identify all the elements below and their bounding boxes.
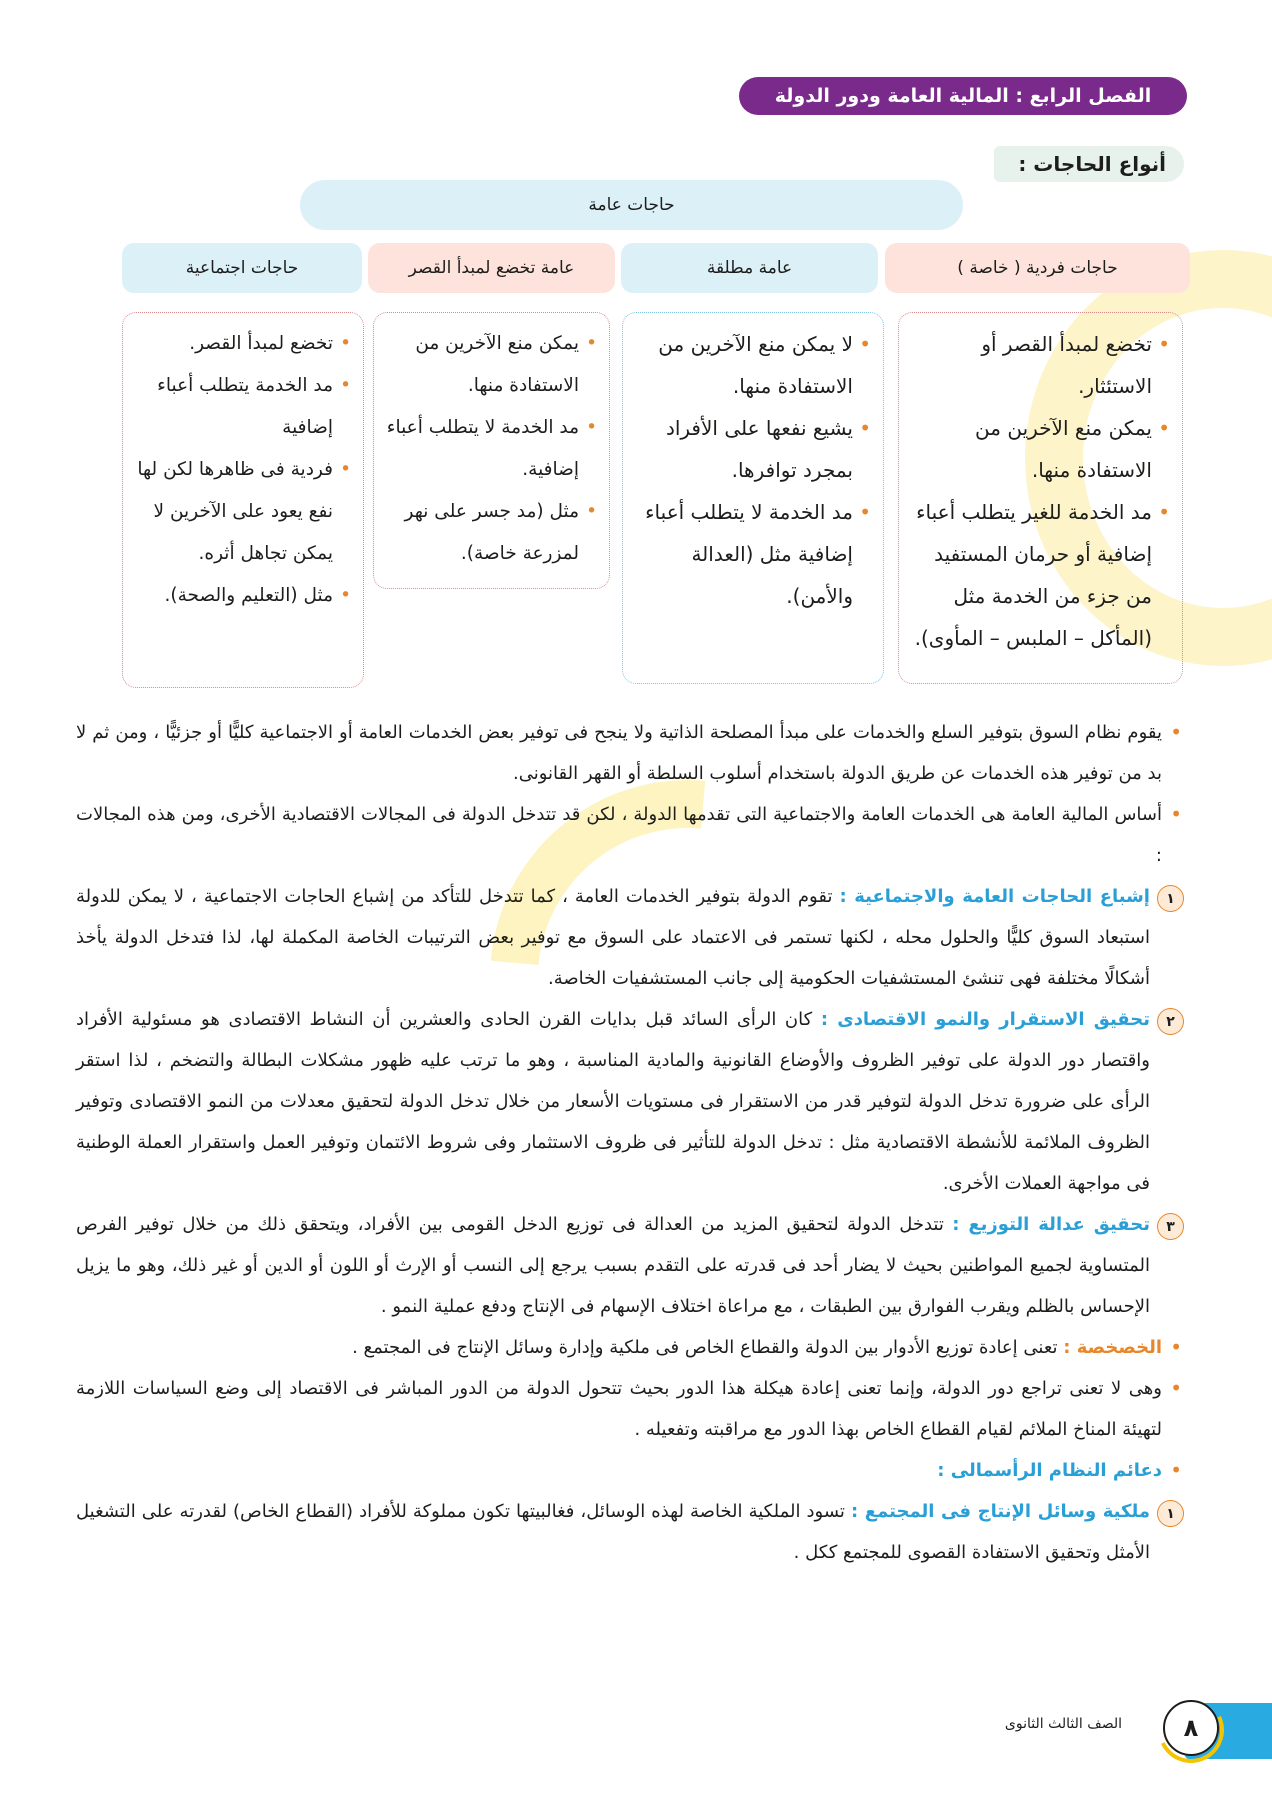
item-title: إشباع الحاجات العامة والاجتماعية :: [839, 886, 1150, 907]
list-item: • مد الخدمة لا يتطلب أعباء إضافية مثل (العدالة والأمن).: [633, 491, 871, 617]
column-box-social: [122, 312, 364, 688]
item-title: ملكية وسائل الإنتاج فى المجتمع :: [850, 1501, 1150, 1522]
column-box-individual: [898, 312, 1183, 684]
list-item: • مثل (مد جسر على نهر لمزرعة خاصة).: [384, 491, 597, 575]
paragraph-privatization: [76, 1327, 1184, 1368]
column-head-social: حاجات اجتماعية: [122, 243, 362, 293]
list-item: • مثل (التعليم والصحة).: [133, 575, 351, 617]
list-item: • مد الخدمة لا يتطلب أعباء إضافية.: [384, 407, 597, 491]
number-badge: ١: [1157, 1500, 1184, 1527]
item-text: كان الرأى السائد قبل بدايات القرن الحادى والعشرين أن النشاط الاقتصادى هو مسئولية الأفراد واقتصار دور الدولة على توفير الظروف والأوضاع القانونية والمادية المناسبة ، وهو ما ترتب عليه ظهور مشكلات البطالة والتضخم ، لذا استقر الرأى على ضرورة تدخل الدولة لتوفير قدر من الاستقرار فى مستويات الأسعار من خلال تدخل الدولة لتحقيق معدلات من النمو الاقتصادى وتوفير الظروف الملائمة للأنشطة الاقتصادية مثل : تدخل الدولة للتأثير فى ظروف الاستثمار وفى شروط الائتمان وتوفير العمل واستقرار العملة الوطنية فى مواجهة العملات الأخرى.: [76, 1009, 1150, 1194]
list-item: • يمكن منع الآخرين من الاستفادة منها.: [909, 407, 1170, 491]
paragraph-privatization-meaning: • وهى لا تعنى تراجع دور الدولة، وإنما تعنى إعادة هيكلة هذا الدور بحيث تتحول الدولة من الدور المباشر فى الاقتصاد إلى وضع السياسات اللازمة لتهيئة المناخ الملائم لقيام القطاع الخاص بهذا الدور مع مراقبته وتفعيله .: [76, 1368, 1184, 1450]
numbered-item-2: [76, 999, 1184, 1204]
list-item: • مد الخدمة يتطلب أعباء إضافية: [133, 365, 351, 449]
list-item: • فردية فى ظاهرها لكن لها نفع يعود على الآخرين لا يمكن تجاهل أثره.: [133, 449, 351, 575]
list-item: • يشيع نفعها على الأفراد بمجرد توافرها.: [633, 407, 871, 491]
grade-label: الصف الثالث الثانوى: [1004, 1716, 1122, 1732]
pillar-item-1: [76, 1491, 1184, 1573]
column-box-exclusive-public: [373, 312, 610, 589]
paragraph-market-system: • يقوم نظام السوق بتوفير السلع والخدمات على مبدأ المصلحة الذاتية ولا ينجح فى توفير بعض الخدمات العامة أو الاجتماعية كليًّا أو جزئيًّا ، ومن ثم لا بد من توفير هذه الخدمات عن طريق الدولة باستخدام أسلوب السلطة أو القهر القانونى.: [76, 712, 1184, 794]
item-text: تقوم الدولة بتوفير الخدمات العامة ، كما تتدخل للتأكد من إشباع الحاجات الاجتماعية ، لا يمكن للدولة استبعاد السوق كليًّا والحلول محله ، لكنها تستمر فى الاعتماد على السوق مع توفير بعض الترتيبات الخاصة المكملة لها، لذا فتدخل الدولة يأخذ أشكالًا مختلفة فهى تنشئ المستشفيات الحكومية إلى جانب المستشفيات الخاصة.: [76, 886, 1150, 989]
item-title: تحقيق عدالة التوزيع :: [952, 1214, 1150, 1235]
column-head-individual: حاجات فردية ( خاصة ): [885, 243, 1190, 293]
item-text: تسود الملكية الخاصة لهذه الوسائل، فغالبيتها تكون مملوكة للأفراد (القطاع الخاص) لقدرته على التشغيل الأمثل وتحقيق الاستفادة القصوى للمجتمع ككل .: [76, 1501, 1150, 1563]
number-badge: ١: [1157, 885, 1184, 912]
column-head-absolute-public: عامة مطلقة: [621, 243, 878, 293]
column-head-exclusive-public: عامة تخضع لمبدأ القصر: [368, 243, 615, 293]
numbered-item-1: [76, 876, 1184, 999]
section-title: أنواع الحاجات :: [994, 146, 1184, 182]
number-badge: ٢: [1157, 1008, 1184, 1035]
item-text: تتدخل الدولة لتحقيق المزيد من العدالة فى توزيع الدخل القومى بين الأفراد، ويتحقق ذلك من خلال توفير الفرص المتساوية لجميع المواطنين بحيث لا يضار أحد فى قدرته على التقدم بسبب يرجع إلى النسب أو الإرث أو اللون أو الدين أو غير ذلك، وهو ما يزيل الإحساس بالظلم ويقرب الفوارق بين الطبقات ، مع مراعاة اختلاف الإسهام فى الإنتاج ودفع عملية النمو .: [76, 1214, 1150, 1317]
pillars-title: دعائم النظام الرأسمالى :: [937, 1460, 1162, 1481]
page-number: ٨: [1163, 1700, 1219, 1756]
pillars-heading: [76, 1450, 1184, 1491]
privatization-text: تعنى إعادة توزيع الأدوار بين الدولة والقطاع الخاص فى ملكية وإدارة وسائل الإنتاج فى المجتمع .: [352, 1337, 1058, 1358]
paragraph-public-finance-basis: • أساس المالية العامة هى الخدمات العامة والاجتماعية التى تقدمها الدولة ، لكن قد تتدخل الدولة فى المجالات الاقتصادية الأخرى، ومن هذه المجالات :: [76, 794, 1184, 876]
list-item: • لا يمكن منع الآخرين من الاستفادة منها.: [633, 323, 871, 407]
public-needs-label: حاجات عامة: [300, 180, 963, 230]
list-item: • يمكن منع الآخرين من الاستفادة منها.: [384, 323, 597, 407]
item-title: تحقيق الاستقرار والنمو الاقتصادى :: [820, 1009, 1150, 1030]
column-box-absolute-public: [622, 312, 884, 684]
numbered-item-3: [76, 1204, 1184, 1327]
list-item: • مد الخدمة للغير يتطلب أعباء إضافية أو حرمان المستفيد من جزء من الخدمة مثل (المأكل – الملبس – المأوى).: [909, 491, 1170, 659]
list-item: • تخضع لمبدأ القصر أو الاستئثار.: [909, 323, 1170, 407]
list-item: • تخضع لمبدأ القصر.: [133, 323, 351, 365]
number-badge: ٣: [1157, 1213, 1184, 1240]
main-body: [76, 712, 1184, 1573]
chapter-title: الفصل الرابع : المالية العامة ودور الدولة: [739, 77, 1187, 115]
privatization-title: الخصخصة :: [1063, 1337, 1162, 1358]
